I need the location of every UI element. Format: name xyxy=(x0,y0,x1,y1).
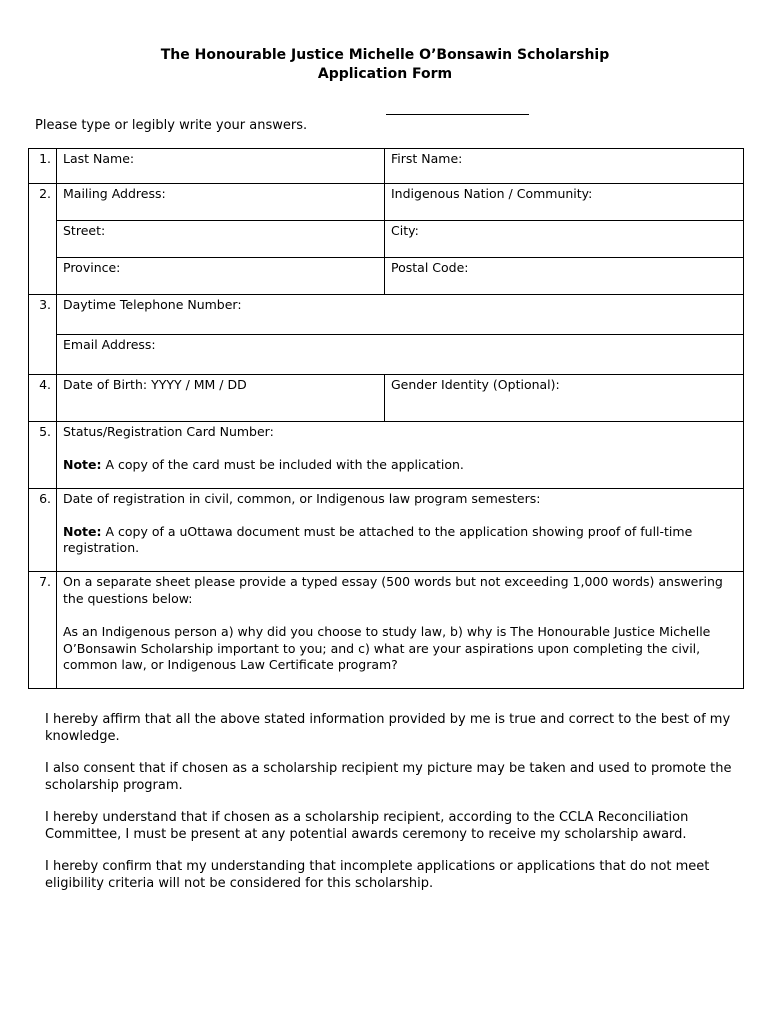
title-line-1: The Honourable Justice Michelle O’Bonsawin Scholarship xyxy=(160,47,610,63)
street-field[interactable]: Street: xyxy=(57,221,385,258)
indigenous-nation-field[interactable]: Indigenous Nation / Community: xyxy=(385,184,744,221)
city-field[interactable]: City: xyxy=(385,221,744,258)
last-name-field[interactable]: Last Name: xyxy=(57,149,385,184)
declaration-eligibility: I hereby confirm that my understanding that incomplete applications or applications that do not meet eligibility criteria will not be considered for this scholarship. xyxy=(45,859,710,891)
registration-note xyxy=(63,524,737,557)
form-row-7 xyxy=(29,572,744,689)
form-row-4 xyxy=(29,375,744,422)
province-field[interactable]: Province: xyxy=(57,258,385,295)
note-text: A copy of the card must be included with the application. xyxy=(101,456,464,472)
registration-date-field[interactable] xyxy=(57,489,744,572)
row-number: 7. xyxy=(29,572,57,689)
essay-questions: As an Indigenous person a) why did you choose to study law, b) why is The Honourable Justice Michelle O’Bonsawin Scholarship important to you; and c) what are your aspirations upon completing the civil, common law, or Indigenous Law Certificate program? xyxy=(63,624,711,672)
email-field[interactable]: Email Address: xyxy=(57,335,744,375)
essay-instruction: On a separate sheet please provide a typed essay (500 words but not exceeding 1,000 words) answering the questions below: xyxy=(63,574,723,606)
form-row-2-province xyxy=(29,258,744,295)
blank-line xyxy=(386,114,529,115)
instruction-text: Please type or legibly write your answers. xyxy=(35,118,308,133)
form-row-3-email xyxy=(29,335,744,375)
gender-identity-field[interactable]: Gender Identity (Optional): xyxy=(385,375,744,422)
form-title xyxy=(0,46,770,84)
note-label: Note: xyxy=(63,456,102,472)
status-card-field[interactable] xyxy=(57,422,744,489)
form-row-2 xyxy=(29,184,744,221)
postal-code-field[interactable]: Postal Code: xyxy=(385,258,744,295)
note-label: Note: xyxy=(63,523,102,539)
declaration-affirm: I hereby affirm that all the above stated information provided by me is true and correct to the best of my knowledge. xyxy=(45,712,731,744)
form-row-2-street xyxy=(29,221,744,258)
row-number: 2. xyxy=(29,184,57,295)
declaration-awards-ceremony: I hereby understand that if chosen as a scholarship recipient, according to the CCLA Reconciliation Committee, I must be present at any potential awards ceremony to receive my scholarship award. xyxy=(45,810,689,842)
row-number: 5. xyxy=(29,422,57,489)
declarations xyxy=(45,712,735,908)
row-number: 6. xyxy=(29,489,57,572)
application-form-table xyxy=(28,148,744,689)
title-line-2: Application Form xyxy=(317,66,453,82)
registration-date-label: Date of registration in civil, common, or Indigenous law program semesters: xyxy=(63,491,541,506)
status-card-note xyxy=(63,457,737,474)
form-row-6 xyxy=(29,489,744,572)
status-card-label: Status/Registration Card Number: xyxy=(63,424,274,439)
form-row-1 xyxy=(29,149,744,184)
daytime-phone-field[interactable]: Daytime Telephone Number: xyxy=(57,295,744,335)
note-text: A copy of a uOttawa document must be attached to the application showing proof of full-time registration. xyxy=(63,523,693,555)
row-number: 3. xyxy=(29,295,57,375)
mailing-address-field[interactable]: Mailing Address: xyxy=(57,184,385,221)
essay-field xyxy=(57,572,744,689)
date-of-birth-field[interactable]: Date of Birth: YYYY / MM / DD xyxy=(57,375,385,422)
first-name-field[interactable]: First Name: xyxy=(385,149,744,184)
row-number: 4. xyxy=(29,375,57,422)
declaration-consent-picture: I also consent that if chosen as a scholarship recipient my picture may be taken and used to promote the scholarship program. xyxy=(45,761,732,793)
form-row-5 xyxy=(29,422,744,489)
row-number: 1. xyxy=(29,149,57,184)
form-row-3 xyxy=(29,295,744,335)
